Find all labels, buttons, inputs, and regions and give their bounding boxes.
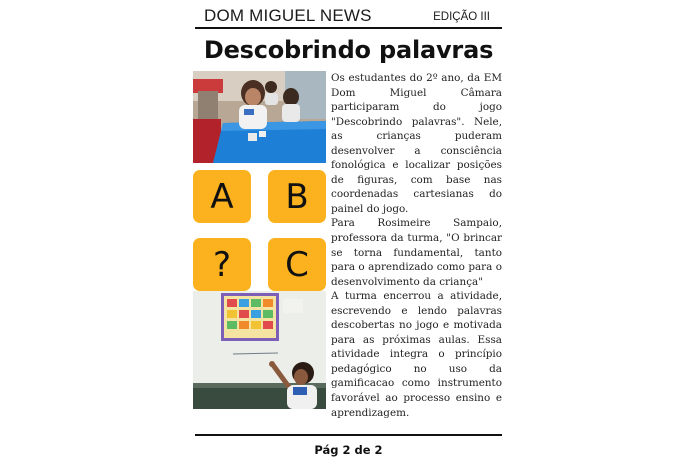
article-paragraph-2: Para Rosimeire Sampaio, professora da turma, "O brincar se torna fundamental, tanto para o aprendizado como para o desenvolvimento da criança" xyxy=(331,217,502,288)
classroom-photo-image xyxy=(193,71,326,163)
letter-tile-c: C xyxy=(268,238,326,291)
letter-tile-b: B xyxy=(268,170,326,223)
article-body xyxy=(331,71,502,420)
bottom-rule xyxy=(195,434,502,436)
whiteboard-photo-image xyxy=(193,291,326,409)
page-number: Pág 2 de 2 xyxy=(314,443,383,457)
article-paragraph-3: A turma encerrou a atividade, escrevendo e lendo palavras descobertas no jogo e motivada para as próximas aulas. Essa atividade integra o princípio pedagógico no uso da gamificacao como instrumento favorável ao processo ensino e aprendizagem. xyxy=(331,290,502,419)
headline: Descobrindo palavras xyxy=(203,36,494,64)
letter-tile-a: A xyxy=(193,170,251,223)
edition-label: EDIÇÃO III xyxy=(433,11,490,23)
question-mark-tile: ? xyxy=(193,238,251,291)
photo-children-at-table xyxy=(193,71,326,163)
article-paragraph-1: Os estudantes do 2º ano, da EM Dom Miguel Câmara participaram do jogo "Descobrindo palavras". Nele, as crianças puderam desenvolver a consciência fonológica e localizar posições de figuras, com base nas coordenadas cartesianas do painel do jogo. xyxy=(331,72,502,215)
newspaper-name: DOM MIGUEL NEWS xyxy=(204,6,372,25)
top-rule xyxy=(195,27,502,29)
photo-child-at-whiteboard xyxy=(193,291,326,409)
